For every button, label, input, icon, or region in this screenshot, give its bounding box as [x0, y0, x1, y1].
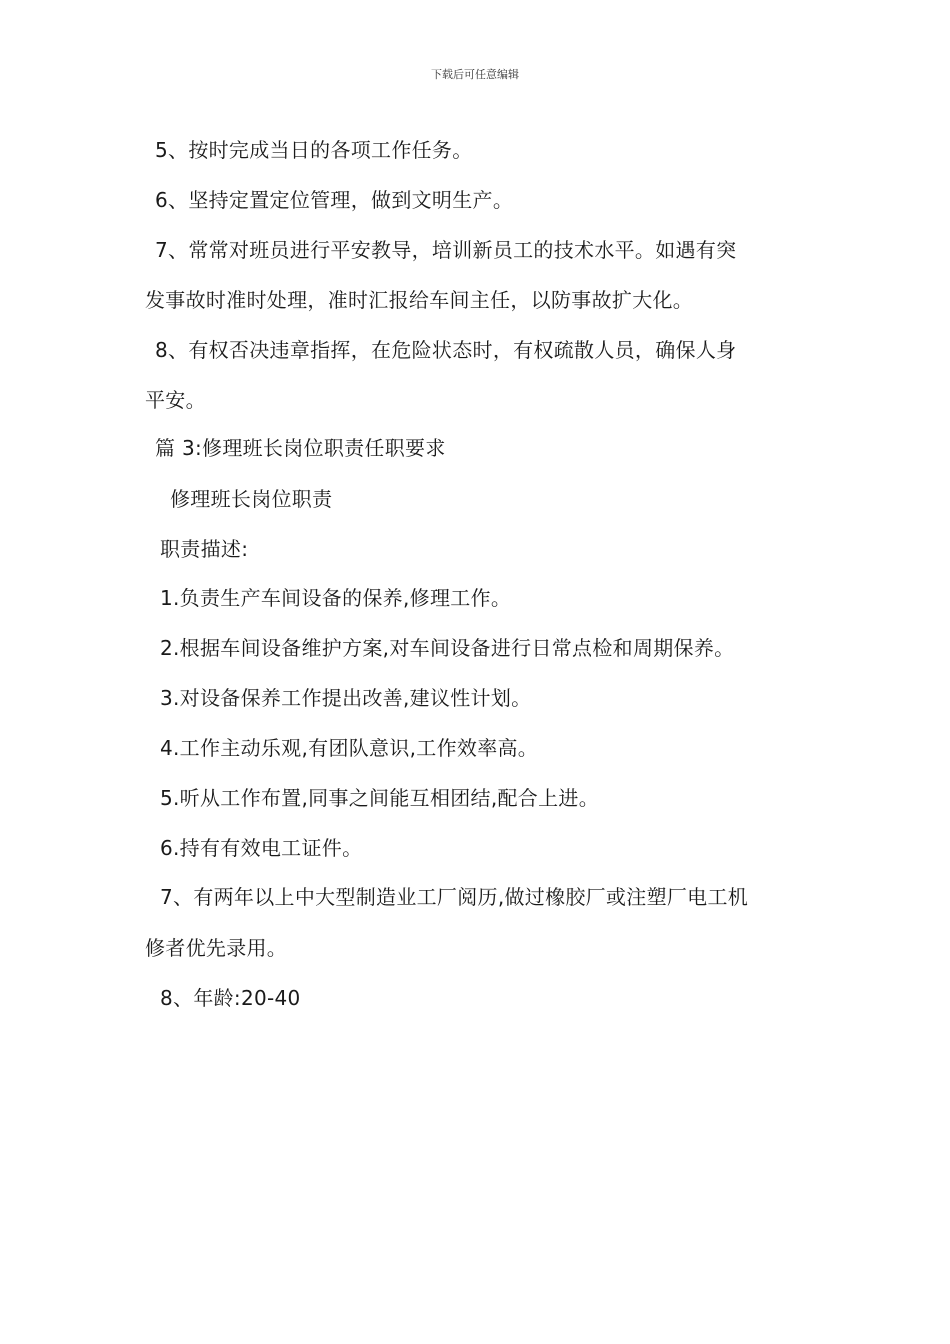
list-item: 1.负责生产车间设备的保养,修理工作。	[160, 586, 512, 610]
list-item: 3.对设备保养工作提出改善,建议性计划。	[160, 686, 532, 710]
list-item: 7、有两年以上中大型制造业工厂阅历,做过橡胶厂或注塑厂电工机	[160, 885, 749, 909]
body-line: 5、按时完成当日的各项工作任务。	[155, 138, 473, 162]
list-item: 8、年龄:20-40	[160, 986, 301, 1010]
body-line: 发事故时准时处理，准时汇报给车间主任，以防事故扩大化。	[145, 288, 694, 312]
list-item: 5.听从工作布置,同事之间能互相团结,配合上进。	[160, 786, 599, 810]
list-item: 4.工作主动乐观,有团队意识,工作效率高。	[160, 736, 539, 760]
section-heading: 篇 3:修理班长岗位职责任职要求	[155, 436, 446, 460]
page-header: 下载后可任意编辑	[431, 68, 519, 81]
body-line: 8、有权否决违章指挥，在危险状态时，有权疏散人员，确保人身	[155, 338, 737, 362]
body-line: 职责描述:	[160, 537, 249, 561]
body-line: 7、常常对班员进行平安教导，培训新员工的技术水平。如遇有突	[155, 238, 737, 262]
body-line: 平安。	[145, 388, 206, 412]
list-item: 2.根据车间设备维护方案,对车间设备进行日常点检和周期保养。	[160, 636, 735, 660]
subsection-heading: 修理班长岗位职责	[170, 487, 333, 511]
body-line: 6、坚持定置定位管理，做到文明生产。	[155, 188, 514, 212]
body-line: 修者优先录用。	[145, 936, 288, 960]
list-item: 6.持有有效电工证件。	[160, 836, 363, 860]
